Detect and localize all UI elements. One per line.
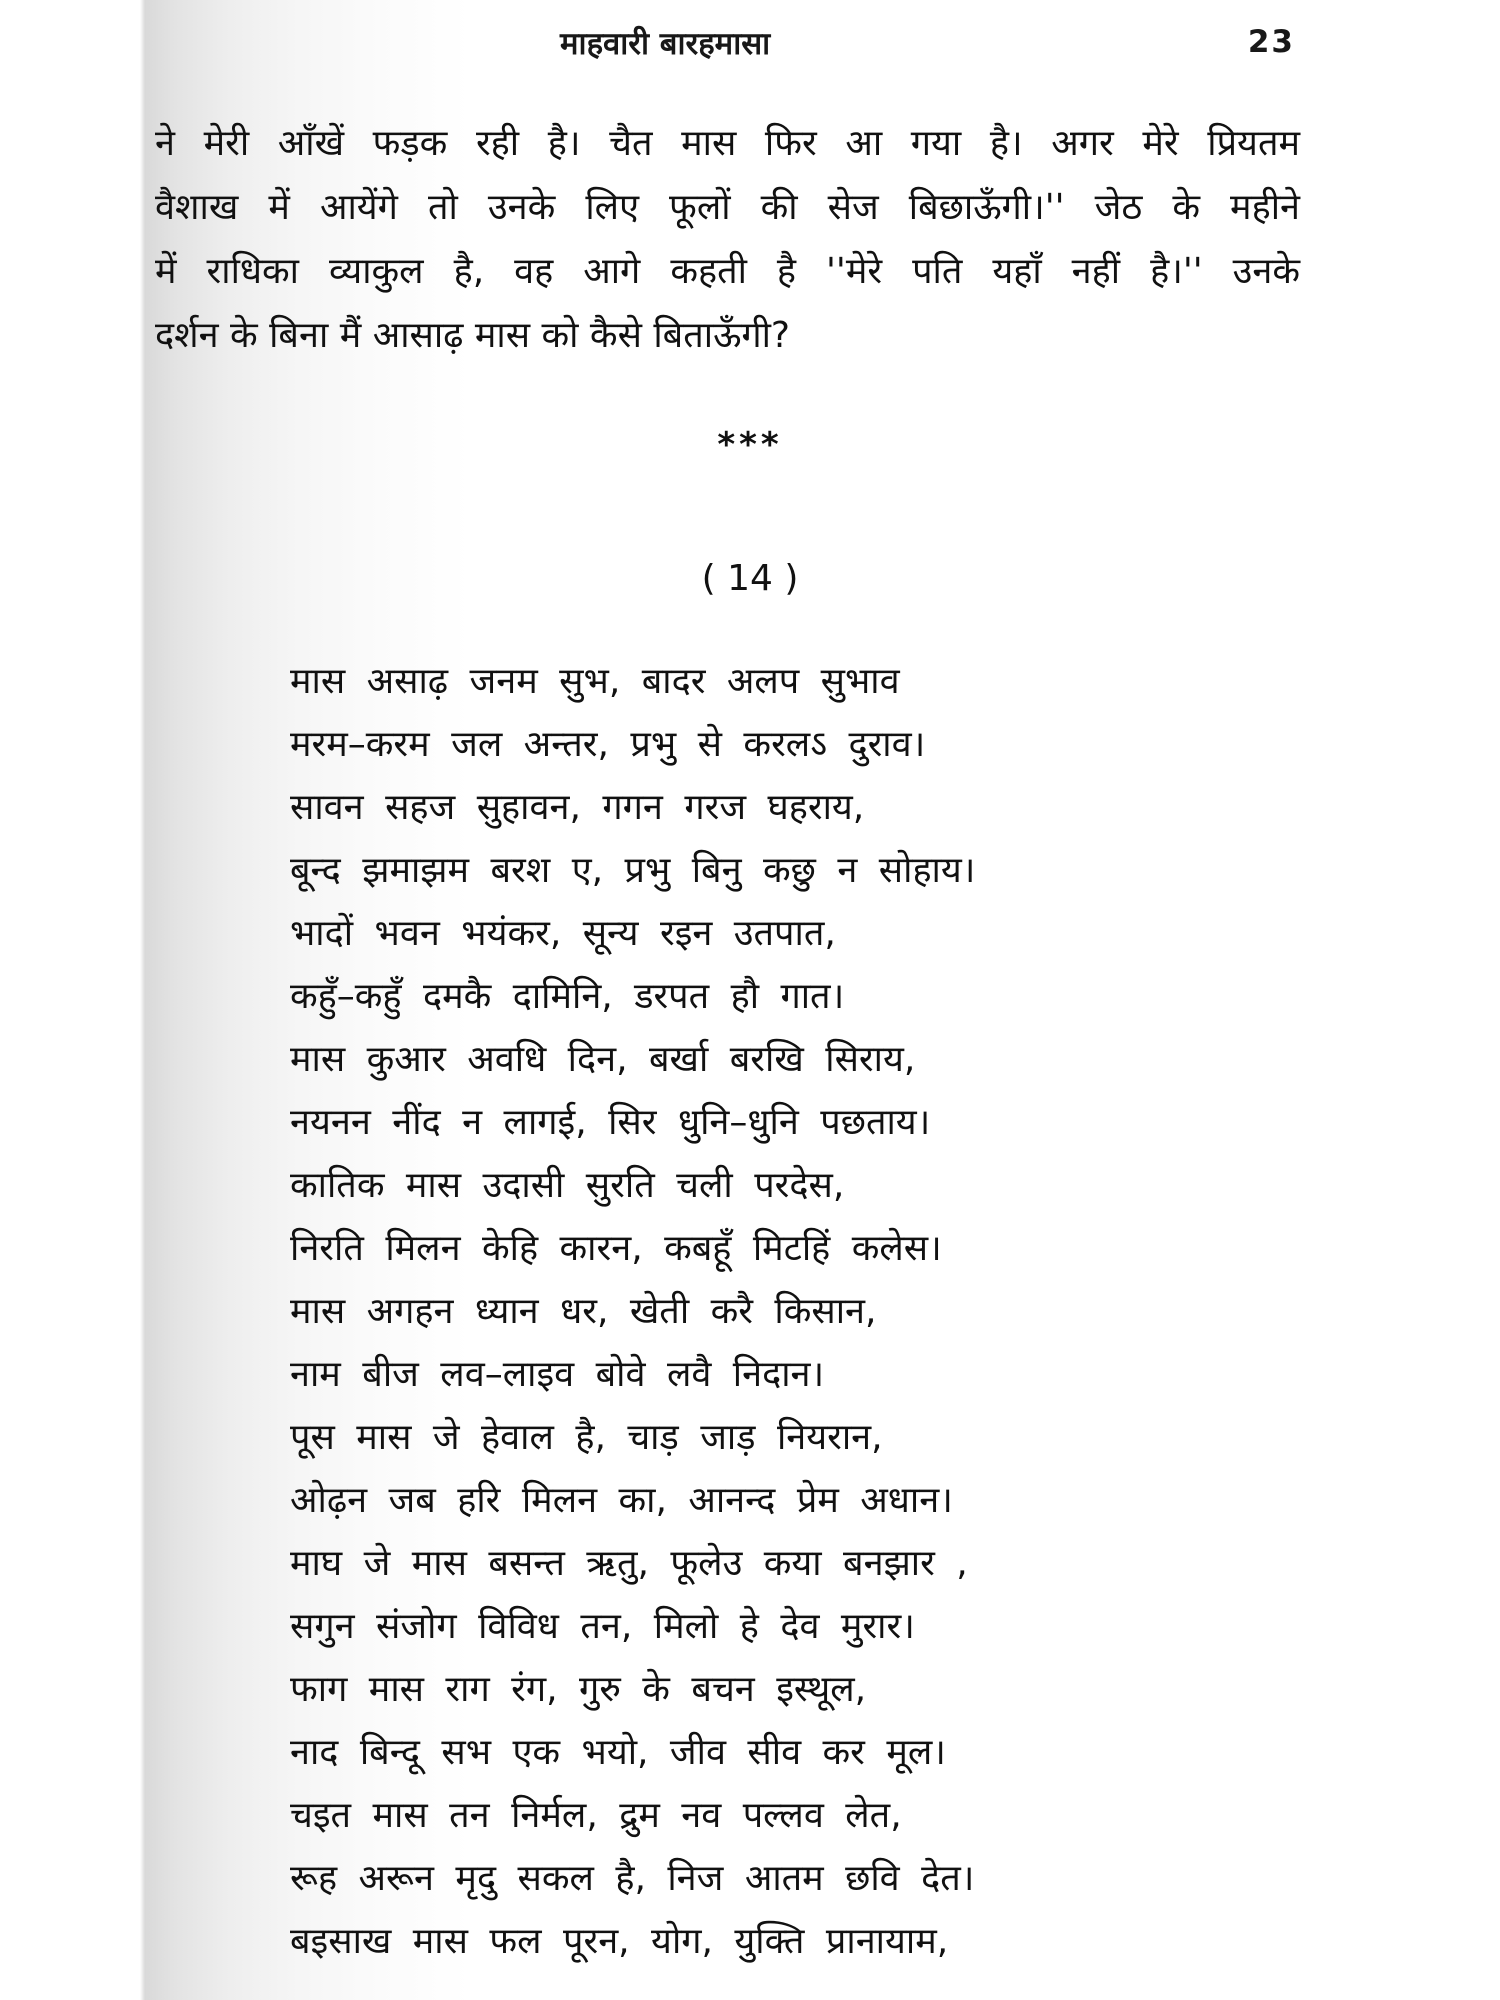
page-number: 23 (1247, 24, 1295, 60)
verse-line: पूस मास जे हेवाल है, चाड़ जाड़ नियरान, (290, 1417, 883, 1458)
verse-number: ( 14 ) (701, 558, 799, 599)
verse-line: नाद बिन्दू सभ एक भयो, जीव सीव कर मूल। (290, 1732, 946, 1773)
verse-line: चइत मास तन निर्मल, द्रुम नव पल्लव लेत, (290, 1795, 902, 1836)
verse-line: मरम–करम जल अन्तर, प्रभु से करलऽ दुराव। (290, 724, 926, 765)
verse-line: फाग मास राग रंग, गुरु के बचन इस्थूल, (290, 1669, 867, 1710)
verse-line: मास कुआर अवधि दिन, बर्खा बरखि सिराय, (290, 1039, 916, 1080)
running-title: माहवारी बारहमासा (560, 26, 771, 62)
prose-line: दर्शन के बिना मैं आसाढ़ मास को कैसे बिताऊँगी? (155, 315, 791, 356)
verse-line: बइसाख मास फल पूरन, योग, युक्ति प्रानायाम, (290, 1921, 949, 1962)
verse-line: सगुन संजोग विविध तन, मिलो हे देव मुरार। (290, 1606, 915, 1647)
verse-line: रूह अरून मृदु सकल है, निज आतम छवि देत। (290, 1858, 975, 1899)
verse-line: भादों भवन भयंकर, सून्य रइन उतपात, (290, 913, 836, 954)
verse-line: कातिक मास उदासी सुरति चली परदेस, (290, 1165, 845, 1206)
section-divider: *** (717, 425, 783, 465)
verse-line: बून्द झमाझम बरश ए, प्रभु बिनु कछु न सोहाय। (290, 850, 976, 891)
verse-block (290, 650, 1190, 1973)
prose-line: ने मेरी आँखें फड़क रही है। चैत मास फिर आ गया है। अगर मेरे प्रियतम (155, 123, 1300, 164)
verse-line: नाम बीज लव–लाइव बोवे लवै निदान। (290, 1354, 825, 1395)
prose-line: वैशाख में आयेंगे तो उनके लिए फूलों की सेज बिछाऊँगी।'' जेठ के महीने (155, 187, 1300, 228)
prose-line: में राधिका व्याकुल है, वह आगे कहती है ''मेरे पति यहाँ नहीं है।'' उनके (155, 251, 1300, 292)
prose-paragraph (155, 112, 1300, 368)
verse-line: सावन सहज सुहावन, गगन गरज घहराय, (290, 787, 865, 828)
verse-line: मास असाढ़ जनम सुभ, बादर अलप सुभाव (290, 661, 900, 702)
verse-line: निरति मिलन केहि कारन, कबहूँ मिटहिं कलेस। (290, 1228, 942, 1269)
verse-line: माघ जे मास बसन्त ऋतु, फूलेउ कया बनझार , (290, 1543, 968, 1584)
verse-line: ओढ़न जब हरि मिलन का, आनन्द प्रेम अधान। (290, 1480, 953, 1521)
verse-line: मास अगहन ध्यान धर, खेती करै किसान, (290, 1291, 877, 1332)
verse-line: नयनन नींद न लागई, सिर धुनि–धुनि पछताय। (290, 1102, 931, 1143)
verse-line: कहुँ–कहुँ दमकै दामिनि, डरपत हौ गात। (290, 976, 845, 1017)
